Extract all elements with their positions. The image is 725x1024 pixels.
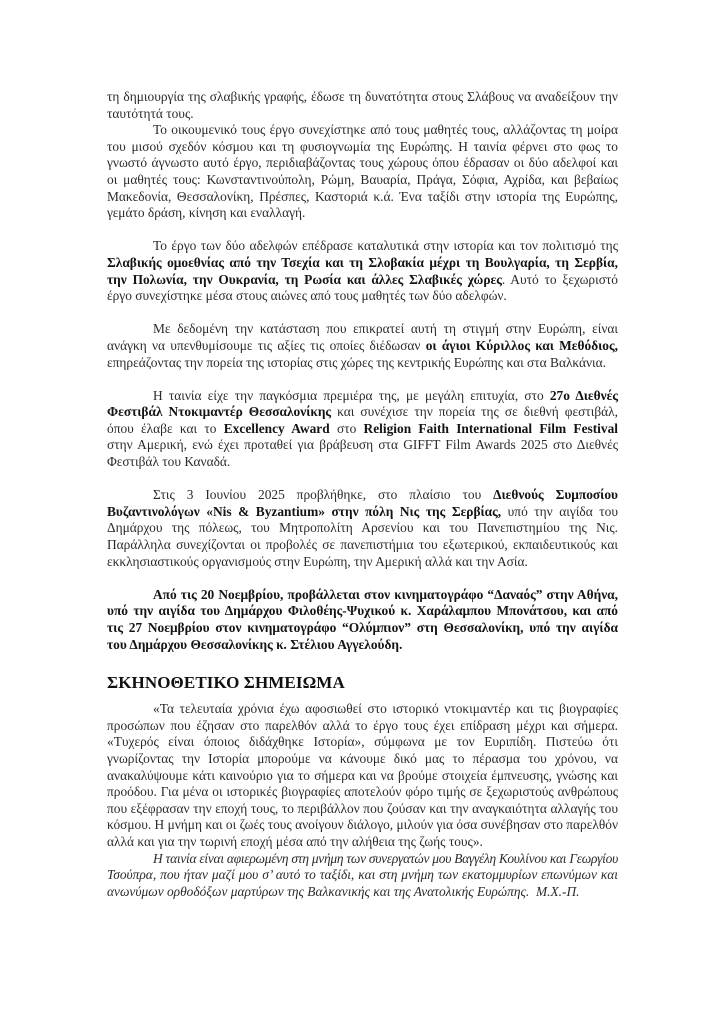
- text-line: [107, 701, 618, 718]
- paragraph-ecumenical-work: [107, 122, 618, 222]
- text-line: [107, 487, 618, 504]
- text-run: επηρεάζοντας την πορεία της ιστορίας στις χώρες της κεντρικής Ευρώπης και στα Βαλκάνια.: [107, 354, 607, 370]
- paragraph-gap: [107, 305, 618, 322]
- text-run: ταυτότητά τους.: [107, 105, 194, 121]
- text-line: [107, 768, 618, 785]
- text-line: [107, 155, 618, 172]
- text-run: γνωρίζοντας την Ιστορία μπορούμε να κάνουμε δικό μας το πέρασμα του χρόνου, να: [107, 750, 618, 766]
- paragraph-gap: [107, 570, 618, 587]
- text-run: στην Αμερική, ενώ έχει προταθεί για βράβευση στα GIFFT Film Awards 2025 στο Διεθνές: [107, 437, 618, 453]
- text-run: όπου έλαβε και το: [107, 420, 224, 436]
- text-line: [107, 238, 618, 255]
- text-line: [107, 106, 618, 123]
- text-run: ανάγκη να υπενθυμίσουμε τις αξίες τις οποίες διέδωσαν: [107, 337, 426, 353]
- text-line: [107, 388, 618, 405]
- text-line: [107, 122, 618, 139]
- text-run: Το οικουμενικό τους έργο συνεχίστηκε από τους μαθητές τους, αλλάζοντας τη μοίρα: [153, 122, 618, 138]
- text-line: [107, 801, 618, 818]
- text-run: υπό την αιγίδα του: [501, 503, 618, 519]
- text-run: του μισού σχεδόν κόσμου και τη φυσιογνωμία της Ευρώπης. Η ταινία φέρνει στο φως το: [107, 138, 618, 154]
- text-line: [107, 734, 618, 751]
- paragraph-directors-note: [107, 701, 618, 850]
- text-run: «Τυχερός είναι όποιος διδάχθηκε Ιστορία», σύμφωνα με τον Ευριπίδη. Πιστεύω ότι: [107, 734, 618, 750]
- paragraph-nis-symposium: [107, 487, 618, 570]
- paragraph-slavic-nations: [107, 238, 618, 304]
- text-run: Από τις 20 Νοεμβρίου, προβάλλεται στον κινηματογράφο “Δαναός” στην Αθήνα,: [153, 586, 618, 602]
- text-line: [107, 587, 618, 604]
- document-page: [107, 89, 618, 900]
- text-line: [107, 272, 618, 289]
- text-line: [107, 437, 618, 454]
- text-run: Η ταινία είχε την παγκόσμια πρεμιέρα της, με μεγάλη επιτυχία, στο: [153, 387, 550, 403]
- text-run: Παράλληλα συνεχίζονται οι προβολές σε πανεπιστήμια του εξωτερικού, εκπαιδευτικούς και: [107, 537, 618, 553]
- paragraph-gap: [107, 653, 618, 665]
- text-line: [107, 817, 618, 834]
- text-run: Η ταινία είναι αφιερωμένη στη μνήμη των συνεργατών μου Βαγγέλη Κουλίνου και Γεωργίου: [153, 850, 619, 866]
- text-line: [107, 205, 618, 222]
- text-line: [107, 867, 618, 884]
- text-line: [107, 421, 618, 438]
- text-line: [107, 751, 618, 768]
- text-run: υπό την αιγίδα του Δημάρχου Φιλοθέης-Ψυχικού κ. Χαράλαμπου Μπονάτσου, και από: [107, 603, 618, 619]
- text-run: εκκλησιαστικούς οργανισμούς στην Ευρώπη, την Αμερική αλλά και την Ασία.: [107, 553, 528, 569]
- text-run: γνωστό άγνωστο αυτό έργο, περιδιαβάζοντας τους χώρους όπου έδρασαν οι δύο αδελφοί και: [107, 155, 618, 171]
- text-run: του Δημάρχου Θεσσαλονίκης κ. Στέλιου Αγγελούδη.: [107, 636, 403, 652]
- text-run: κόσμου. Η μνήμη και οι ζωές τους ανοίγουν διάλογο, μιλούν για όσα συνέβησαν στο παρελθόν: [107, 817, 618, 833]
- paragraph-slavic-script: [107, 89, 618, 122]
- bold-text-run: Religion Faith International Film Festival: [363, 420, 619, 436]
- text-run: αλλά και για την τωρινή εποχή μέσα από την αλήθεια της ζωής τους».: [107, 833, 483, 849]
- text-run: Το έργο των δύο αδελφών επέδρασε καταλυτικά στην ιστορία και τον πολιτισμό της: [153, 238, 618, 254]
- paragraph-screenings: [107, 587, 618, 653]
- text-run: προσώπων που έζησαν στο παρελθόν αλλά το έργο τους έχει επίδραση μέχρι και σήμερα.: [107, 717, 618, 733]
- text-run: και συνέχισε την πορεία της σε διεθνή φεστιβάλ,: [331, 404, 618, 420]
- text-run: τις 27 Νοεμβρίου στον κινηματογράφο “Ολύμπιον” στη Θεσσαλονίκη, υπό την αιγίδα: [107, 620, 618, 635]
- bold-text-run: 27ο Διεθνές: [549, 387, 618, 403]
- text-line: [107, 504, 618, 521]
- section-heading-directors-note: ΣΚΗΝΟΘΕΤΙΚΟ ΣΗΜΕΙΩΜΑ: [107, 673, 345, 693]
- text-run: Στις 3 Ιουνίου 2025 προβλήθηκε, στο πλαίσιο του: [153, 487, 494, 503]
- bold-text-run: Φεστιβάλ Ντοκιμαντέρ Θεσσαλονίκης: [107, 404, 332, 420]
- text-run: ανακαλύψουμε κάτι καινούριο για το σήμερα και να βρούμε στοιχεία έμπνευσης, γνώσης και: [107, 767, 618, 783]
- text-line: [107, 288, 618, 305]
- paragraph-premiere-festivals: [107, 388, 618, 471]
- text-line: [107, 884, 618, 901]
- text-run: οι μαθητές τους: Κωνσταντινούπολη, Ρώμη, Βαυαρία, Πράγα, Σόφια, Αχρίδα, και βεβαίως: [107, 171, 618, 187]
- text-line: [107, 620, 618, 637]
- text-line: [107, 554, 618, 571]
- text-run: Με δεδομένη την κατάσταση που επικρατεί αυτή τη στιγμή στην Ευρώπη, είναι: [153, 321, 618, 337]
- text-line: [107, 172, 618, 189]
- paragraph-gap: [107, 371, 618, 388]
- text-line: [107, 784, 618, 801]
- text-line: [107, 89, 618, 106]
- text-line: [107, 139, 618, 156]
- text-run: που εξέφρασαν την εποχή τους, το περιβάλλον που ζούσαν και την αναγκαιότητα αλλαγής του: [107, 800, 618, 816]
- paragraph-gap: [107, 222, 618, 239]
- bold-text-run: Σλαβικής ομοεθνίας από την Τσεχία και τη Σλοβακία μέχρι τη Βουλγαρία, τη Σερβία,: [107, 254, 618, 270]
- text-line: [107, 603, 618, 620]
- paragraph-gap: [107, 471, 618, 488]
- text-line: [107, 355, 618, 372]
- text-line: [107, 338, 618, 355]
- text-line: [107, 454, 618, 471]
- paragraph-dedication: [107, 851, 618, 901]
- text-run: έργο συνεχίστηκε μέσα στους αιώνες από τους μαθητές των δύο αδελφών.: [107, 288, 507, 304]
- text-run: «Τα τελευταία χρόνια έχω αφοσιωθεί στο ιστορικό ντοκιμαντέρ και τις βιογραφίες: [153, 701, 618, 717]
- text-line: [107, 834, 618, 851]
- text-line: [107, 321, 618, 338]
- text-line: [107, 189, 618, 206]
- text-run: . Αυτό το ξεχωριστό: [501, 271, 618, 287]
- text-run: στο: [329, 420, 364, 436]
- text-run: Μακεδονία, Θεσσαλονίκη, Πρέσπες, Καστοριά κ.ά. Ένα ταξίδι στην ιστορία της Ευρώπης,: [107, 188, 618, 204]
- text-line: [107, 520, 618, 537]
- bold-text-run: οι άγιοι Κύριλλος και Μεθόδιος,: [425, 337, 618, 353]
- text-run: τη δημιουργία της σλαβικής γραφής, έδωσε τη δυνατότητα στους Σλάβους να αναδείξουν την: [107, 89, 618, 104]
- text-run: Φεστιβάλ του Καναδά.: [107, 454, 231, 470]
- text-line: [107, 537, 618, 554]
- bold-text-run: Βυζαντινολόγων «Nis & Byzantium» στην πόλη Νις της Σερβίας,: [107, 503, 502, 519]
- bold-text-run: την Πολωνία, την Ουκρανία, τη Ρωσία και άλλες Σλαβικές χώρες: [107, 271, 502, 287]
- bold-text-run: Διεθνούς Συμποσίου: [493, 487, 618, 503]
- text-line: [107, 851, 618, 868]
- paragraph-cyril-methodius: [107, 321, 618, 371]
- text-line: [107, 255, 618, 272]
- text-run: προόδου. Για μένα οι ιστορικές βιογραφίες αποτελούν φόρο τιμής σε ξεχωριστούς ανθρώπους: [107, 784, 618, 800]
- bold-text-run: Excellency Award: [223, 420, 330, 436]
- text-run: Τσούπρα, που ήταν μαζί μου σ’ αυτό το ταξίδι, και στη μνήμη των εκατομμυρίων επωνύμων και: [107, 867, 618, 883]
- text-run: Δημάρχου της πόλεως, του Μητροπολίτη Αρσενίου και του Πανεπιστημίου της Νις.: [107, 520, 618, 536]
- text-line: [107, 404, 618, 421]
- text-line: [107, 718, 618, 735]
- text-run: γεμάτο δράση, κίνηση και εναλλαγή.: [107, 205, 306, 221]
- text-run: ανωνύμων ορθοδόξων μαρτύρων της Βαλκανικής και της Ανατολικής Ευρώπης. Μ.Χ.-Π.: [107, 883, 580, 899]
- text-line: [107, 637, 618, 654]
